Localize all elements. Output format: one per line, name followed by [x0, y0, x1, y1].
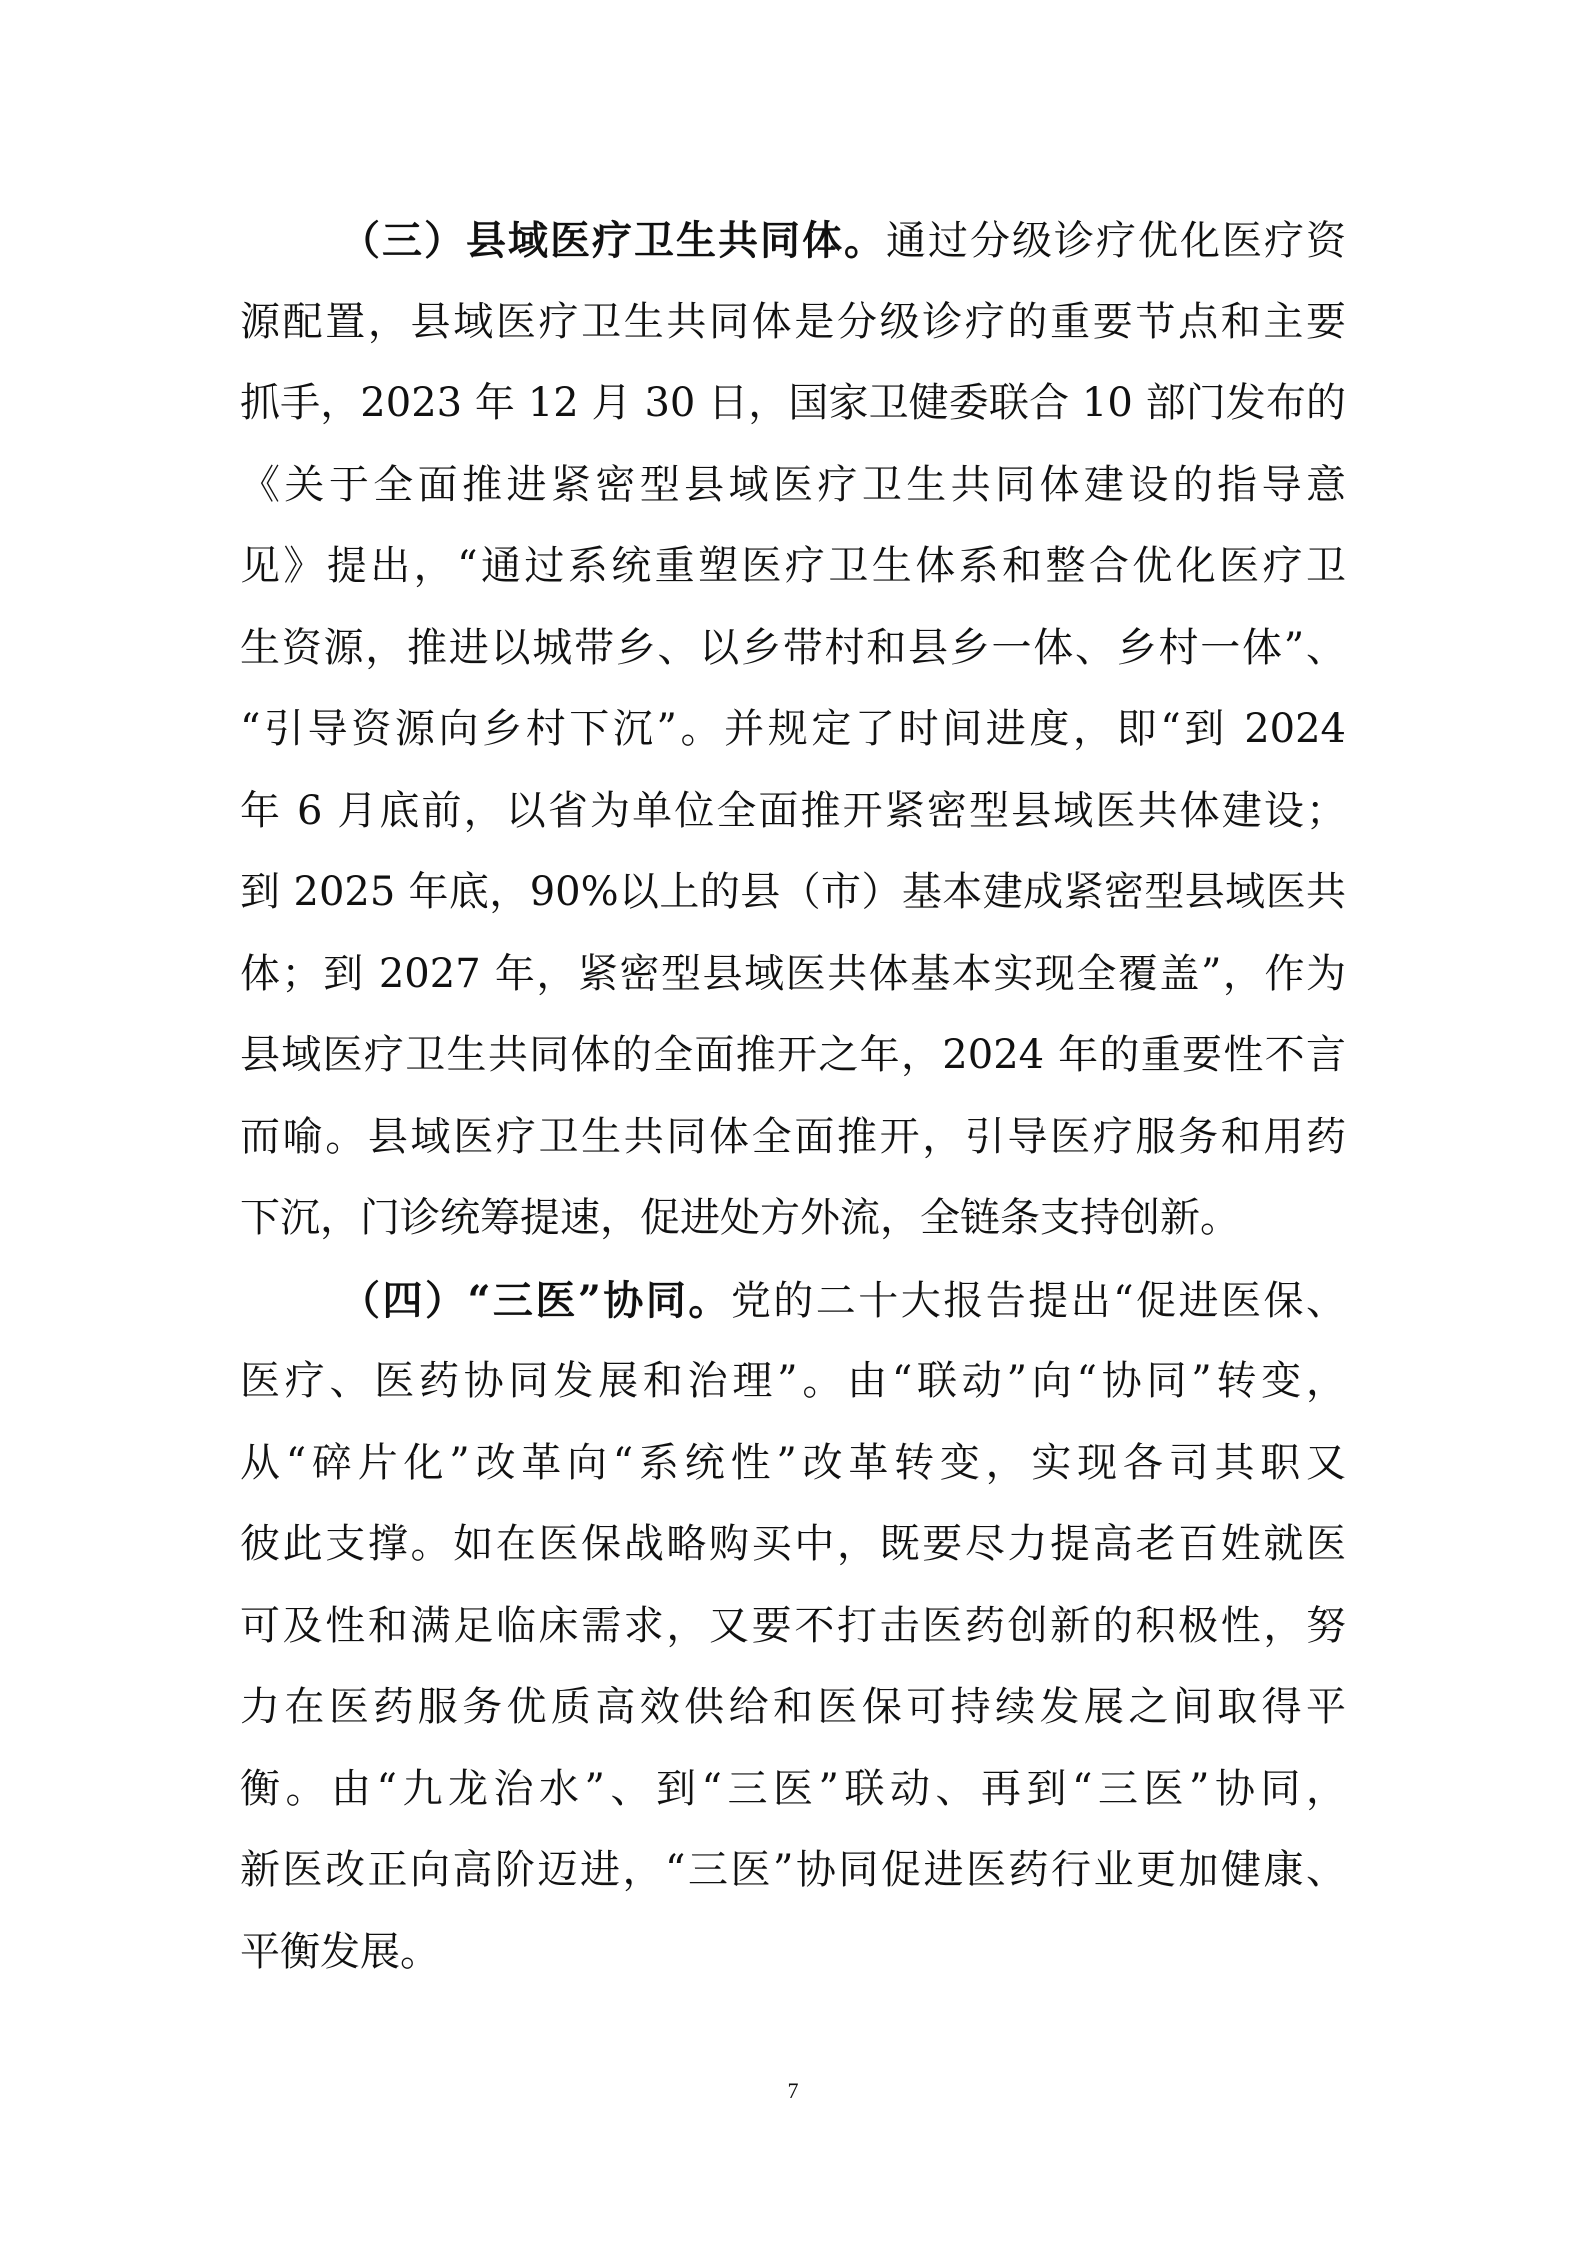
- section-heading: （三）县域医疗卫生共同体。: [340, 217, 886, 264]
- page-number: 7: [787, 2078, 799, 2103]
- paragraph-text: 通过分级诊疗优化医疗资: [886, 218, 1346, 264]
- paragraph-line: [240, 1260, 1346, 1342]
- paragraph-line: 新医改正向高阶迈进，“三医”协同促进医药行业更加健康、: [240, 1847, 1346, 1893]
- paragraph-line: 源配置，县域医疗卫生共同体是分级诊疗的重要节点和主要: [240, 298, 1346, 345]
- paragraph-text: 党的二十大报告提出“促进医保、: [730, 1277, 1346, 1324]
- paragraph-line: 生资源，推进以城带乡、以乡带村和县乡一体、乡村一体”、: [240, 624, 1346, 671]
- paragraph-line: 衡。由“九龙治水”、到“三医”联动、再到“三医”协同，: [240, 1765, 1346, 1812]
- paragraph-line: 彼此支撑。如在医保战略购买中，既要尽力提高老百姓就医: [240, 1521, 1346, 1567]
- paragraph-line: 《关于全面推进紧密型县域医疗卫生共同体建设的指导意: [240, 461, 1346, 508]
- paragraph-line: 县域医疗卫生共同体的全面推开之年，2024 年的重要性不言: [240, 1032, 1346, 1078]
- section-heading: （四）“三医”协同。: [340, 1276, 731, 1324]
- paragraph-line: 力在医药服务优质高效供给和医保可持续发展之间取得平: [240, 1684, 1346, 1730]
- paragraph-line: 医疗、医药协同发展和治理”。由“联动”向“协同”转变，: [240, 1358, 1346, 1404]
- paragraph-line: 可及性和满足临床需求，又要不打击医药创新的积极性，努: [240, 1602, 1346, 1649]
- paragraph-line: [240, 200, 1346, 282]
- paragraph-line: 从“碎片化”改革向“系统性”改革转变，实现各司其职又: [240, 1439, 1346, 1486]
- paragraph-line: 而喻。县域医疗卫生共同体全面推开，引导医疗服务和用药: [240, 1113, 1346, 1160]
- paragraph-line: 平衡发展。: [240, 1928, 440, 1975]
- paragraph-line: 到 2025 年底，90%以上的县（市）基本建成紧密型县域医共: [240, 869, 1346, 915]
- paragraph-line: 抓手，2023 年 12 月 30 日，国家卫健委联合 10 部门发布的: [240, 380, 1346, 426]
- paragraph-line: 年 6 月底前，以省为单位全面推开紧密型县域医共体建设；: [240, 787, 1346, 834]
- paragraph-line: 下沉，门诊统筹提速，促进处方外流，全链条支持创新。: [240, 1195, 1240, 1241]
- paragraph-line: 见》提出，“通过系统重塑医疗卫生体系和整合优化医疗卫: [240, 543, 1346, 589]
- body-text: [240, 200, 1346, 1993]
- paragraph-line: “引导资源向乡村下沉”。并规定了时间进度，即“到 2024: [240, 706, 1346, 752]
- paragraph-line: 体；到 2027 年，紧密型县域医共体基本实现全覆盖”，作为: [240, 950, 1346, 997]
